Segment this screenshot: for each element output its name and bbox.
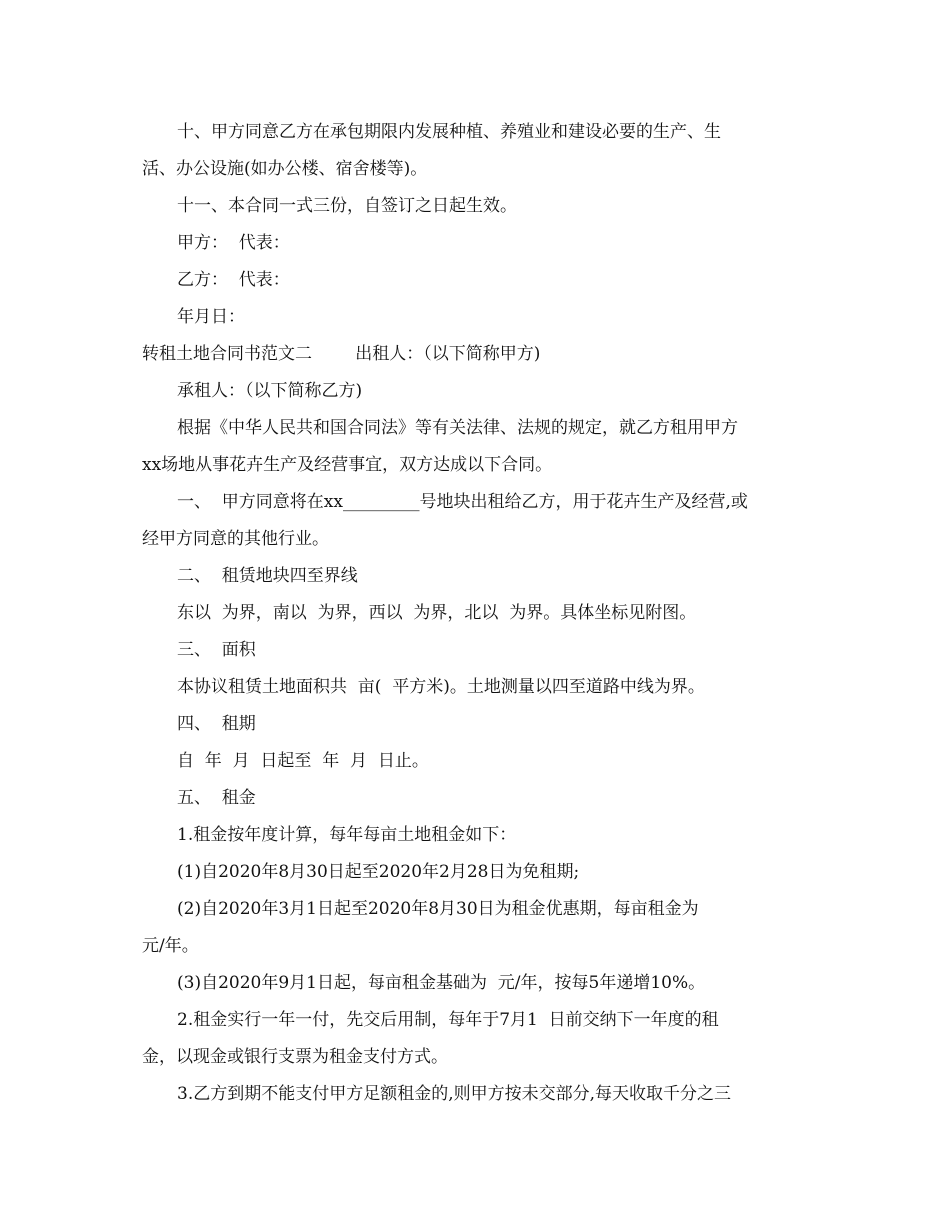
text-line: 根据《中华人民共和国合同法》等有关法律、法规的规定，就乙方租用甲方 xyxy=(177,418,738,438)
text-line: 1.租金按年度计算，每年每亩土地租金如下： xyxy=(177,825,517,845)
text-line: (1)自2020年8月30日起至2020年2月28日为免租期; xyxy=(177,862,580,882)
text-line: 乙方： 代表： xyxy=(177,270,290,290)
text-line: 东以 为界，南以 为界，西以 为界，北以 为界。具体坐标见附图。 xyxy=(177,603,697,623)
text-line: 经甲方同意的其他行业。 xyxy=(142,529,329,549)
text-line: 2.租金实行一年一付，先交后用制，每年于7月1 日前交纳下一年度的租 xyxy=(177,1010,719,1030)
text-line: 本协议租赁土地面积共 亩( 平方米)。土地测量以四至道路中线为界。 xyxy=(177,677,705,697)
clause-heading: 四、 租期 xyxy=(177,714,256,734)
text-line: 甲方： 代表： xyxy=(177,233,290,253)
text-line: (3)自2020年9月1日起，每亩租金基础为 元/年，按每5年递增10%。 xyxy=(177,973,706,993)
text-line: 十、甲方同意乙方在承包期限内发展种植、养殖业和建设必要的生产、生 xyxy=(177,122,721,142)
text-line: 活、办公设施(如办公楼、宿舍楼等)。 xyxy=(142,159,428,179)
text-line: 年月日： xyxy=(177,307,245,327)
text-line: 3.乙方到期不能支付甲方足额租金的,则甲方按未交部分,每天收取千分之三 xyxy=(177,1084,732,1104)
clause-heading: 五、 租金 xyxy=(177,788,256,808)
text-line: 十一、本合同一式三份，自签订之日起生效。 xyxy=(177,196,517,216)
clause-heading: 二、 租赁地块四至界线 xyxy=(177,566,358,586)
document-body xyxy=(142,114,812,1113)
text-line: 自 年 月 日起至 年 月 日止。 xyxy=(177,751,429,771)
text-line: (2)自2020年3月1日起至2020年8月30日为租金优惠期，每亩租金为 xyxy=(177,899,699,919)
text-line: xx场地从事花卉生产及经营事宜，双方达成以下合同。 xyxy=(142,455,553,475)
text-line: 一、 甲方同意将在xx_________号地块出租给乙方，用于花卉生产及经营,或 xyxy=(177,492,748,512)
clause-heading: 三、 面积 xyxy=(177,640,256,660)
text-line: 元/年。 xyxy=(142,936,199,956)
text-line: 承租人：（以下简称乙方) xyxy=(177,381,363,401)
section-title: 转租土地合同书范文二 出租人：（以下简称甲方) xyxy=(142,344,541,364)
text-line: 金，以现金或银行支票为租金支付方式。 xyxy=(142,1047,448,1067)
